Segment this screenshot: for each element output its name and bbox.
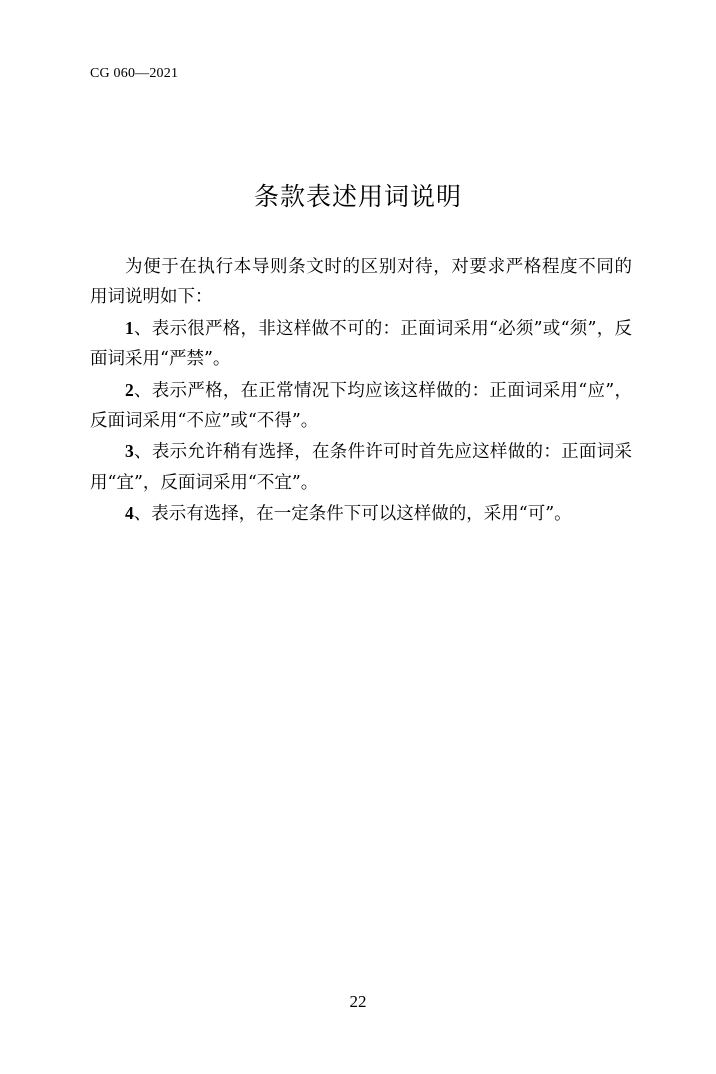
list-item	[90, 375, 632, 437]
intro-paragraph: 为便于在执行本导则条文时的区别对待，对要求严格程度不同的用词说明如下：	[90, 257, 632, 308]
item-text: 、表示严格，在正常情况下均应该这样做的：正面词采用“应”，反面词采用“不应”或“不得”。	[90, 380, 632, 432]
item-text: 、表示有选择，在一定条件下可以这样做的，采用“可”。	[133, 504, 572, 525]
item-number: 2	[125, 379, 134, 400]
page-number: 22	[349, 992, 367, 1011]
item-number: 3	[125, 441, 134, 462]
item-text: 、表示很严格，非这样做不可的：正面词采用“必须”或“须”，反面词采用“严禁”。	[90, 318, 632, 370]
document-header-code: CG 060—2021	[90, 66, 179, 81]
item-number: 4	[125, 503, 134, 524]
item-text: 、表示允许稍有选择，在条件许可时首先应这样做的：正面词采用“宜”，反面词采用“不宜”。	[90, 442, 632, 493]
list-item	[90, 498, 632, 529]
item-number: 1	[125, 317, 134, 338]
list-item	[90, 436, 632, 498]
page-title: 条款表述用词说明	[253, 182, 462, 211]
list-item	[90, 313, 632, 375]
document-body	[90, 252, 632, 530]
